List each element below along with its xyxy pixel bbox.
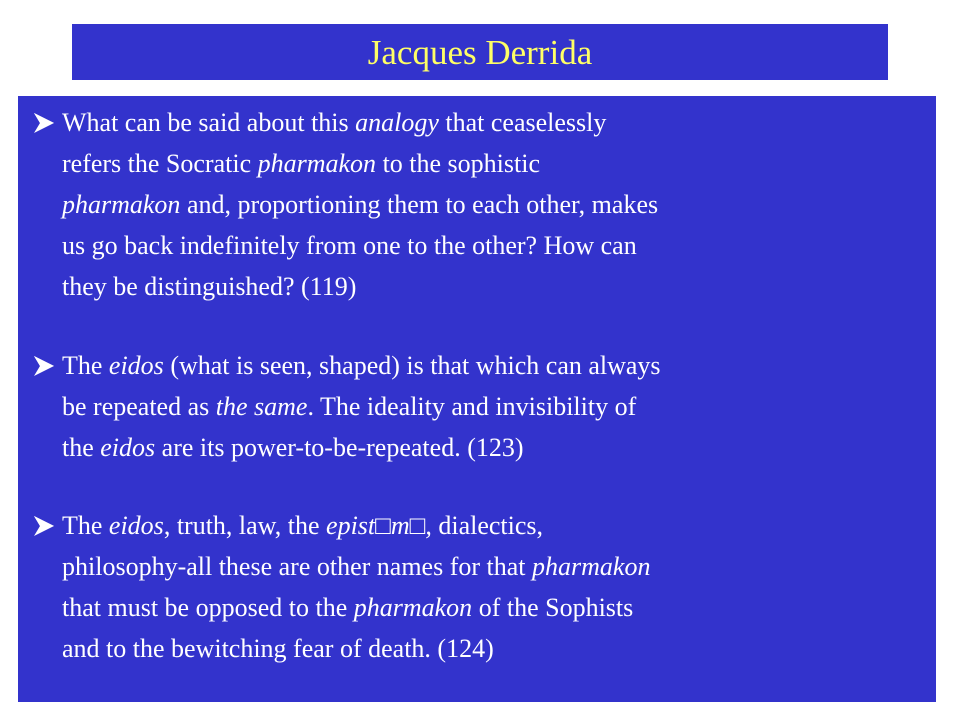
text-run: What can be said about this (62, 108, 356, 137)
text-run: The (62, 351, 109, 380)
bullet-line (62, 505, 922, 546)
arrowhead-bullet-icon (32, 505, 58, 546)
text-run: The (62, 511, 109, 540)
italic-term: eidos (108, 511, 164, 540)
bullet-text (62, 102, 922, 307)
text-run: the (62, 433, 101, 462)
italic-term: eidos (100, 433, 156, 462)
content-panel (18, 96, 936, 702)
bullet-line (62, 102, 922, 143)
bullet-line (62, 143, 922, 184)
bullet-line (62, 386, 922, 427)
bullet-line (62, 184, 922, 225)
bullet-line (62, 546, 922, 587)
bullet-line (62, 587, 922, 628)
text-run: be repeated as (62, 392, 216, 421)
text-run: . The ideality and invisibility of (307, 392, 637, 421)
bullet-line (62, 266, 922, 307)
italic-term: pharmakon (353, 593, 473, 622)
text-run: refers the Socratic (62, 149, 258, 178)
bullet-line (62, 225, 922, 266)
slide-title: Jacques Derrida (367, 32, 593, 72)
bullet-line (62, 345, 922, 386)
bullet-item (32, 345, 922, 468)
text-run: are its power-to-be-repeated. (123) (155, 433, 524, 462)
italic-term: pharmakon (532, 552, 651, 581)
text-run: philosophy-all these are other names for that (62, 552, 533, 581)
bullet-line (62, 628, 922, 669)
bullet-text (62, 505, 922, 669)
italic-term: pharmakon (257, 149, 377, 178)
text-run: of the Sophists (472, 593, 634, 622)
italic-term: pharmakon (62, 190, 181, 219)
italic-term: the same (215, 392, 308, 421)
arrowhead-bullet-icon (32, 345, 58, 386)
text-run: and, proportioning them to each other, makes (180, 190, 659, 219)
bullet-item (32, 102, 922, 307)
arrowhead-bullet-icon (32, 102, 58, 143)
text-run: and to the bewitching fear of death. (124) (62, 634, 494, 663)
text-run: , truth, law, the (163, 511, 327, 540)
text-run: that must be opposed to the (62, 593, 354, 622)
italic-term: eidos (108, 351, 164, 380)
title-bar (72, 24, 888, 80)
italic-term: analogy (355, 108, 439, 137)
text-run: (what is seen, shaped) is that which can always (163, 351, 661, 380)
bullet-line (62, 427, 922, 468)
text-run: they be distinguished? (119) (62, 272, 357, 301)
bullet-item (32, 505, 922, 669)
italic-term: epist□m□, (326, 511, 432, 540)
text-run: to the sophistic (376, 149, 540, 178)
text-run: that ceaselessly (438, 108, 607, 137)
bullet-text (62, 345, 922, 468)
text-run: dialectics, (431, 511, 544, 540)
text-run: us go back indefinitely from one to the other? How can (62, 231, 637, 260)
